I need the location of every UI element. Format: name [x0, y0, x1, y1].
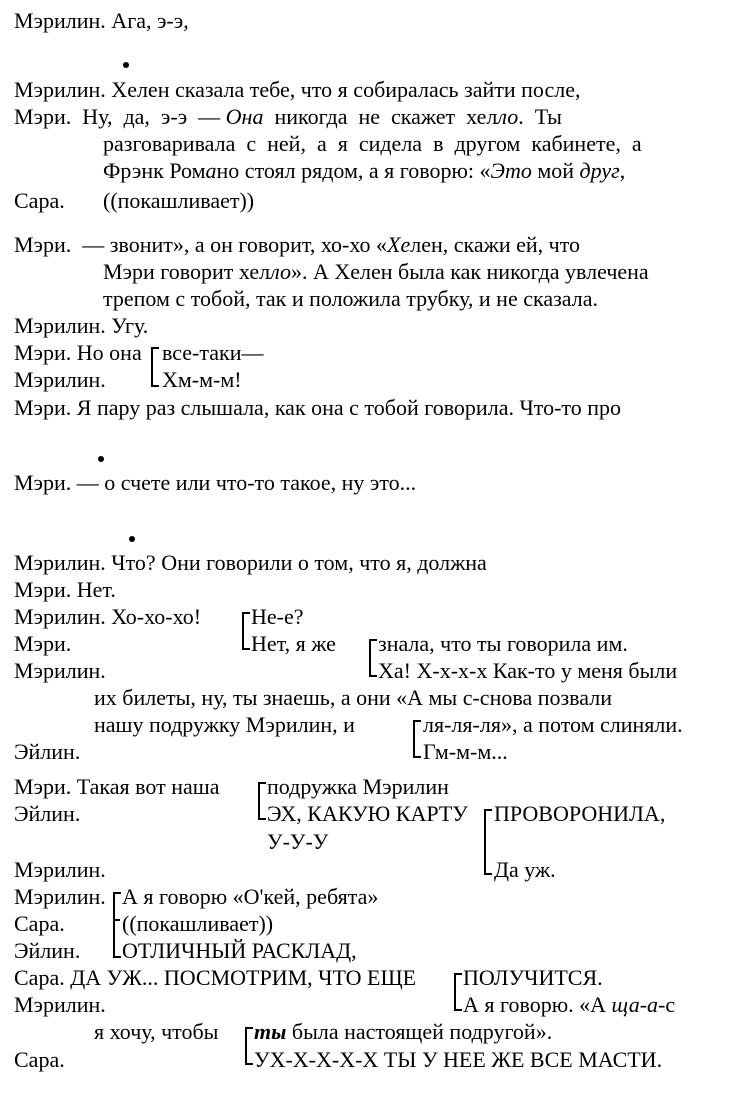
- pause-dot: [98, 456, 104, 462]
- transcript-segment: ЭХ, КАКУЮ КАРТУ: [267, 801, 468, 826]
- transcript-line: [162, 340, 264, 366]
- transcript-segment: Сара.: [14, 911, 65, 936]
- transcript-segment: ло: [270, 259, 291, 284]
- transcript-segment: ща-а: [611, 992, 659, 1017]
- transcript-line: [162, 367, 242, 393]
- transcript-segment: ((покашливает)): [103, 188, 255, 213]
- transcript-segment: Сара. ДА УЖ... ПОСМОТРИМ, ЧТО ЕЩЕ: [14, 965, 422, 990]
- transcript-line: [378, 631, 628, 657]
- transcript-line: [14, 658, 106, 684]
- transcript-segment: Хм-м-м!: [162, 367, 242, 392]
- transcript-segment: ОТЛИЧНЫЙ РАСКЛАД,: [122, 938, 357, 963]
- transcript-segment: Мэрилин. Хо-хо-хо!: [14, 604, 207, 629]
- transcript-segment: Мэрилин. Угу.: [14, 313, 149, 338]
- overlap-bracket: [151, 347, 159, 387]
- transcript-segment: Эйлин.: [14, 739, 81, 764]
- transcript-segment: а: [205, 158, 217, 183]
- transcript-segment: Мэрилин. Ага, э-э,: [14, 8, 189, 33]
- transcript-line: [14, 965, 422, 991]
- transcript-line: [94, 1019, 224, 1045]
- transcript-segment: ло: [497, 104, 519, 129]
- transcript-segment: была настоящей подругой».: [286, 1019, 553, 1044]
- transcript-segment: ля-ля-ля», а потом слиняли.: [423, 712, 683, 737]
- transcript-segment: подружка Мэрилин: [267, 774, 449, 799]
- transcript-segment: разговаривала с ней, а я сидела в другом кабинете, а: [103, 131, 642, 156]
- overlap-bracket: [369, 639, 377, 677]
- transcript-segment: Мэрилин.: [14, 857, 106, 882]
- transcript-segment: но стоял рядом, а я говорю: «: [216, 158, 491, 183]
- transcript-segment: Мэрилин.: [14, 884, 112, 909]
- transcript-segment: Мэри. — звонит», а он говорит, хо-хо «: [14, 232, 388, 257]
- transcript-segment: Гм-м-м...: [423, 739, 508, 764]
- pause-dot: [129, 536, 135, 542]
- transcript-segment: Мэри. Я пару раз слышала, как она с тобой говорила. Что-то про: [14, 395, 621, 420]
- transcript-segment: ». А Хелен была как никогда увлечена: [290, 259, 649, 284]
- transcript-line: [463, 965, 603, 991]
- transcript-line: [267, 774, 449, 800]
- pause-dot: [123, 62, 129, 68]
- transcript-segment: нашу подружку Мэрилин, и: [94, 712, 355, 737]
- transcript-line: [14, 801, 80, 827]
- transcript-segment: Она: [225, 104, 264, 129]
- transcript-segment: Мэрилин. Хелен сказала тебе, что я собиралась зайти после,: [14, 77, 581, 102]
- overlap-bracket: [454, 973, 462, 1011]
- transcript-line: [463, 992, 675, 1018]
- overlap-bracket: [258, 782, 266, 820]
- transcript-segment: Мэрилин.: [14, 658, 106, 683]
- transcript-segment: Эйлин.: [14, 801, 81, 826]
- transcript-line: [14, 550, 487, 576]
- transcript-line: [494, 857, 556, 883]
- transcript-segment: Сара.: [14, 188, 65, 213]
- transcript-segment: Ну, да, э-э —: [71, 104, 226, 129]
- transcript-segment: Нет, я же: [251, 631, 342, 656]
- transcript-line: [14, 938, 80, 964]
- transcript-segment: их билеты, ну, ты знаешь, а они «А мы с-снова позвали: [94, 685, 612, 710]
- transcript-line: [14, 992, 106, 1018]
- transcript-segment: Мэри.: [14, 631, 72, 656]
- transcript-segment: я хочу, чтобы: [94, 1019, 224, 1044]
- transcript-segment: Мэри.: [14, 104, 72, 129]
- transcript-segment: ,: [619, 158, 626, 183]
- transcript-segment: Хе: [387, 232, 411, 257]
- transcript-line: [423, 739, 508, 765]
- transcript-line: [14, 395, 621, 421]
- transcript-line: [103, 158, 625, 184]
- transcript-line: [423, 712, 683, 738]
- transcript-line: [267, 829, 328, 855]
- transcript-line: [14, 631, 71, 657]
- transcript-line: [251, 604, 304, 630]
- transcript-line: [254, 1019, 552, 1045]
- transcript-segment: . Ты: [518, 104, 562, 129]
- transcript-segment: Это: [490, 158, 532, 183]
- transcript-line: [14, 857, 106, 883]
- transcript-line: [14, 739, 80, 765]
- transcript-line: [103, 188, 254, 214]
- transcript-line: [14, 774, 225, 800]
- transcript-line: [94, 685, 612, 711]
- transcript-segment: А я говорю «О'кей, ребята»: [122, 884, 379, 909]
- transcript-line: [14, 232, 580, 258]
- transcript-segment: ПРОВОРОНИЛА,: [494, 801, 666, 826]
- transcript-line: [254, 1047, 662, 1073]
- transcript-segment: Мэрилин.: [14, 367, 106, 392]
- transcript-line: [103, 259, 649, 285]
- transcript-segment: Мэри говорит хел: [103, 259, 271, 284]
- transcript-line: [14, 1047, 65, 1073]
- transcript-segment: мой: [531, 158, 580, 183]
- transcript-line: [122, 938, 357, 964]
- transcript-segment: Не-е?: [251, 604, 304, 629]
- transcript-line: [14, 577, 116, 603]
- transcript-line: [103, 131, 642, 157]
- transcript-segment: Мэри. Такая вот наша: [14, 774, 225, 799]
- transcript-segment: все-таки—: [162, 340, 264, 365]
- transcript-segment: Сара.: [14, 1047, 65, 1072]
- transcript-line: [14, 340, 147, 366]
- transcript-line: [14, 188, 65, 214]
- transcript-segment: Мэри. — о счете или что-то такое, ну это...: [14, 470, 417, 495]
- overlap-bracket: [113, 892, 121, 958]
- transcript-segment: Фрэнк Ром: [103, 158, 206, 183]
- transcript-segment: -с: [658, 992, 676, 1017]
- transcript-segment: друг: [579, 158, 620, 183]
- transcript-segment: ((покашливает)): [122, 911, 274, 936]
- transcript-line: [122, 911, 273, 937]
- transcript-segment: У-У-У: [267, 829, 329, 854]
- overlap-bracket: [242, 612, 250, 650]
- transcript-segment: УХ-Х-Х-Х-Х ТЫ У НЕЕ ЖЕ ВСЕ МАСТИ.: [254, 1047, 663, 1072]
- transcript-segment: Да уж.: [494, 857, 556, 882]
- transcript-line: [494, 801, 665, 827]
- transcript-line: [14, 104, 562, 130]
- overlap-bracket: [484, 809, 492, 875]
- transcript-line: [14, 911, 65, 937]
- transcript-line: [378, 658, 677, 684]
- transcript-line: [14, 604, 207, 630]
- transcript-segment: Мэрилин. Что? Они говорили о том, что я, должна: [14, 550, 487, 575]
- transcript-line: [94, 712, 355, 738]
- transcript-segment: никогда не скажет хел: [263, 104, 498, 129]
- transcript-line: [14, 77, 580, 103]
- transcript-line: [267, 801, 468, 827]
- transcript-line: [103, 286, 598, 312]
- transcript-segment: А я говорю. «А: [463, 992, 612, 1017]
- transcript-segment: Мэри. Нет.: [14, 577, 116, 602]
- transcript-segment: лен, скажи ей, что: [410, 232, 581, 257]
- transcript-line: [251, 631, 341, 657]
- transcript-segment: Ха! Х-х-х-х Как-то у меня были: [378, 658, 678, 683]
- transcript-segment: Эйлин.: [14, 938, 81, 963]
- overlap-bracket: [413, 720, 421, 758]
- overlap-bracket-tick: [113, 919, 120, 921]
- transcript-line: [14, 470, 416, 496]
- transcript-line: [14, 313, 148, 339]
- transcript-segment: трепом с тобой, так и положила трубку, и не сказала.: [103, 286, 598, 311]
- transcript-segment: ты: [254, 1019, 287, 1044]
- transcript-line: [14, 884, 111, 910]
- transcript-segment: ПОЛУЧИТСЯ.: [463, 965, 603, 990]
- transcript-line: [14, 8, 189, 34]
- transcript-segment: знала, что ты говорила им.: [378, 631, 628, 656]
- transcript-segment: Мэри. Но она: [14, 340, 148, 365]
- transcript-line: [14, 367, 106, 393]
- overlap-bracket: [245, 1027, 253, 1065]
- transcript-segment: Мэрилин.: [14, 992, 106, 1017]
- transcript-line: [122, 884, 378, 910]
